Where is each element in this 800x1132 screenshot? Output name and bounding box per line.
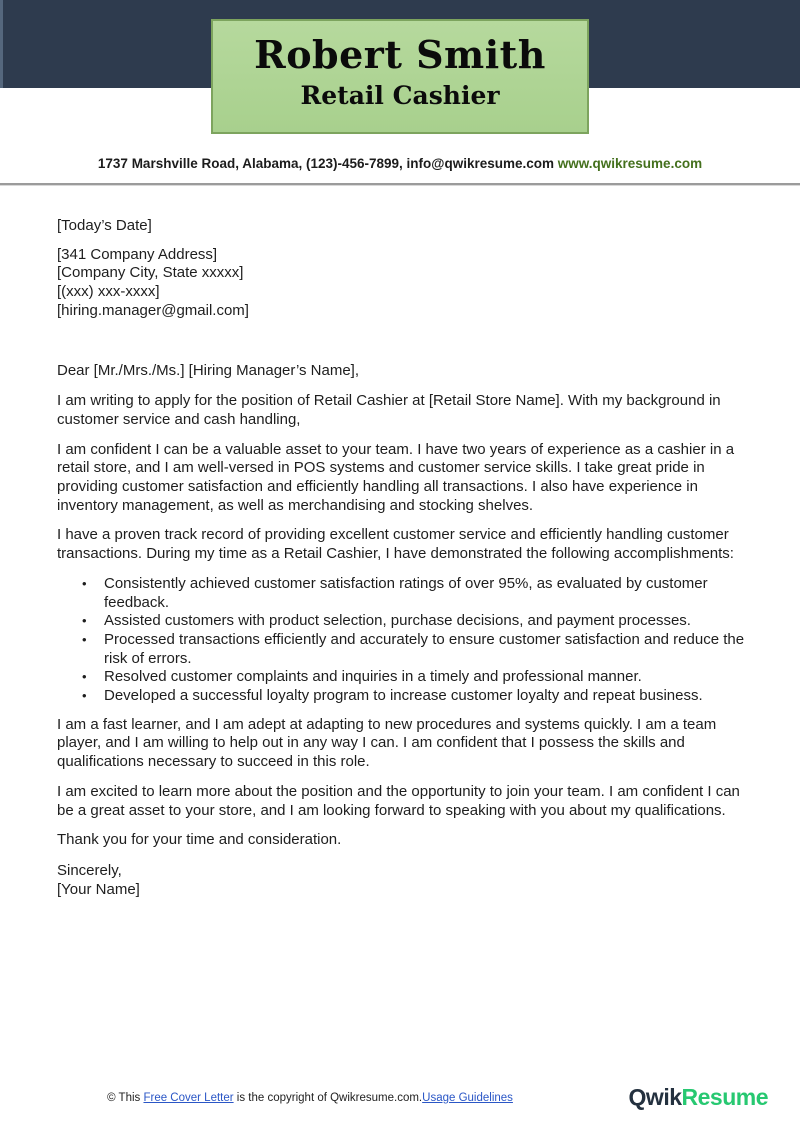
address-line: [Company City, State xxxxx] xyxy=(57,264,244,282)
footer xyxy=(0,1084,800,1118)
paragraph-fast-learner: I am a fast learner, and I am adept at adapting to new procedures and systems quickly. I am a team player, and I am willing to help out in any way I can. I am confident that I possess the skills and qualifications necessary to succeed in this role. xyxy=(57,715,717,771)
salutation: Dear [Mr./Mrs./Ms.] [Hiring Manager’s Name], xyxy=(57,361,360,379)
company-address-block xyxy=(57,246,746,321)
list-item: • Developed a successful loyalty program to increase customer loyalty and repeat business. xyxy=(104,687,746,706)
closing: Sincerely, xyxy=(57,861,122,879)
list-item: • Assisted customers with product selection, purchase decisions, and payment processes. xyxy=(104,612,746,631)
contact-info: 1737 Marshville Road, Alabama, (123)-456-7899, info@qwikresume.com xyxy=(97,156,555,171)
person-title: Retail Cashier xyxy=(300,80,500,110)
list-item: • Consistently achieved customer satisfaction ratings of over 95%, as evaluated by customer feedback. xyxy=(104,575,746,612)
copyright-middle: is the copyright of Qwikresume.com. xyxy=(233,1092,423,1104)
name-box xyxy=(211,19,589,134)
accomplishments-list xyxy=(57,575,746,706)
paragraph-intro: I am writing to apply for the position of Retail Cashier at [Retail Store Name]. With my background in customer service and cash handling, xyxy=(57,392,721,428)
logo-text-qwik: Qwik xyxy=(628,1084,682,1110)
address-line: [(xxx) xxx-xxxx] xyxy=(57,283,160,301)
free-cover-letter-link[interactable]: Free Cover Letter xyxy=(143,1092,234,1104)
website-link[interactable]: www.qwikresume.com xyxy=(557,156,703,171)
closing-block xyxy=(57,862,746,899)
qwikresume-logo xyxy=(629,1084,768,1111)
address-line: [hiring.manager@gmail.com] xyxy=(57,301,249,319)
list-item: • Resolved customer complaints and inquiries in a timely and professional manner. xyxy=(104,668,746,687)
date-line: [Today’s Date] xyxy=(57,217,152,234)
usage-guidelines-link[interactable]: Usage Guidelines xyxy=(422,1092,513,1104)
paragraph-track-record: I have a proven track record of providing excellent customer service and efficiently handling customer transactions. During my time as a Retail Cashier, I have demonstrated the following accomplishments: xyxy=(57,526,734,563)
address-line: [341 Company Address] xyxy=(57,245,218,263)
contact-line xyxy=(0,156,800,171)
letter-body xyxy=(0,186,800,899)
header xyxy=(0,0,800,186)
signature-placeholder: [Your Name] xyxy=(57,880,140,898)
paragraph-experience: I am confident I can be a valuable asset to your team. I have two years of experience as a cashier in a retail store, and I am well-versed in POS systems and customer service skills. I take great pride in providing customer satisfaction and efficiently handling all transactions. I also have experience in inventory management, as well as merchandising and stocking shelves. xyxy=(57,440,735,514)
paragraph-thank-you: Thank you for your time and consideration. xyxy=(57,831,342,849)
logo-text-resume: Resume xyxy=(681,1084,768,1110)
header-divider xyxy=(0,183,800,186)
list-item: • Processed transactions efficiently and accurately to ensure customer satisfaction and reduce the risk of errors. xyxy=(104,631,746,668)
person-name: Robert Smith xyxy=(254,32,546,77)
paragraph-excited: I am excited to learn more about the position and the opportunity to join your team. I am confident I can be a great asset to your store, and I am looking forward to speaking with you about my qualifications. xyxy=(57,782,740,819)
copyright-prefix: © This xyxy=(107,1092,144,1104)
